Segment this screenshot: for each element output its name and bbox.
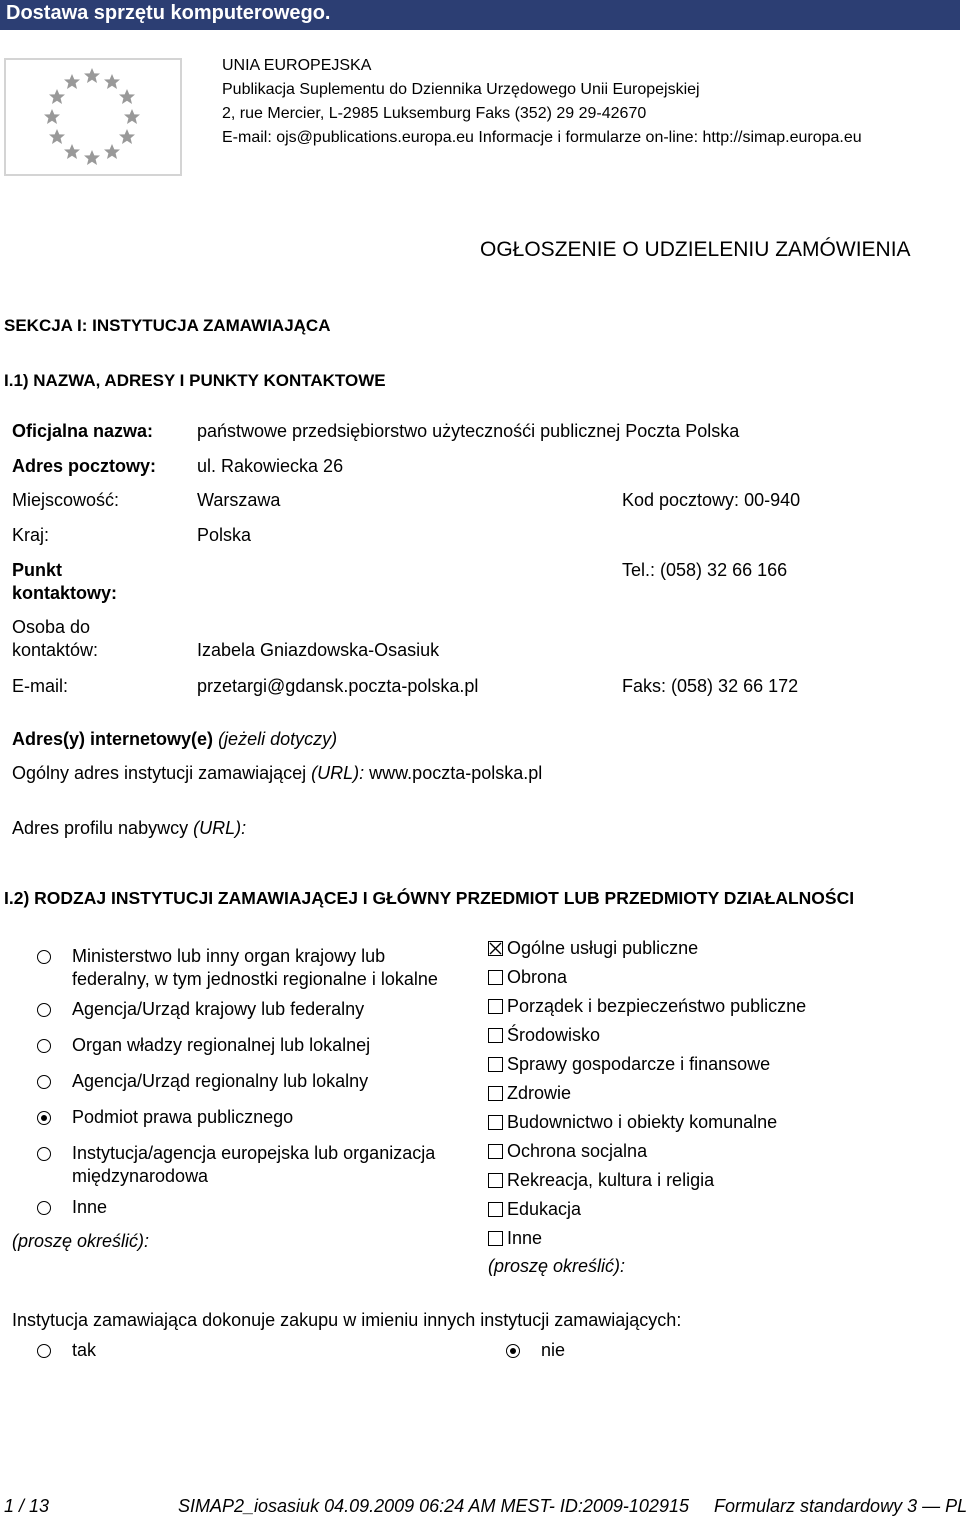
authority-label-5a: Instytucja/agencja europejska lub organizacja: [72, 1143, 436, 1163]
footer-page: 1 / 13: [4, 1496, 50, 1516]
activity-checkbox-6[interactable]: [488, 1115, 503, 1130]
specify-right: (proszę określić):: [488, 1256, 626, 1276]
activity-label-3: Środowisko: [507, 1025, 601, 1045]
header-line-4: E-mail: ojs@publications.europa.eu Informacje i formularze on-line: http://simap.europa.eu: [222, 129, 862, 146]
check-x-icon: [489, 942, 502, 955]
activity-checkbox-4[interactable]: [488, 1057, 503, 1072]
authority-radio-6[interactable]: [37, 1201, 51, 1215]
tel: [622, 560, 787, 581]
official-name-label: Oficjalna nazwa:: [12, 421, 154, 441]
section-1-title: SEKCJA I: INSTYTUCJA ZAMAWIAJĄCA: [4, 316, 331, 335]
on-behalf-yes-label: tak: [72, 1340, 97, 1360]
internet-heading-text: Adres(y) internetowy(e): [12, 729, 214, 749]
authority-radio-5[interactable]: [37, 1147, 51, 1161]
activity-checkbox-8[interactable]: [488, 1173, 503, 1188]
buyer-profile-note: (URL):: [193, 818, 247, 838]
activity-label-9: Edukacja: [507, 1199, 582, 1219]
authority-radio-1[interactable]: [37, 1003, 51, 1017]
person-label-1: Osoba do: [12, 617, 91, 637]
official-name-value: państwowe przedsiębiorstwo użytecznośći publicznej Poczta Polska: [197, 421, 740, 441]
activity-checkbox-3[interactable]: [488, 1028, 503, 1043]
activity-checkbox-10[interactable]: [488, 1231, 503, 1246]
postal-code: [622, 490, 800, 511]
activity-checkbox-9[interactable]: [488, 1202, 503, 1217]
general-url-label: Ogólny adres instytucji zamawiającej: [12, 763, 307, 783]
activity-label-8: Rekreacja, kultura i religia: [507, 1170, 715, 1190]
activity-checkbox-2[interactable]: [488, 999, 503, 1014]
footer-form: [714, 1496, 967, 1517]
authority-radio-3[interactable]: [37, 1075, 51, 1089]
activity-checkbox-0[interactable]: [488, 941, 503, 956]
general-url-row: [12, 763, 542, 784]
person-label-2: kontaktów:: [12, 640, 99, 660]
document-title-bar: [0, 0, 960, 30]
address-label: Adres pocztowy:: [12, 456, 157, 476]
activity-label-0: Ogólne usługi publiczne: [507, 938, 699, 958]
activity-checkbox-7[interactable]: [488, 1144, 503, 1159]
subsection-1-2-title: I.2) RODZAJ INSTYTUCJI ZAMAWIAJĄCEJ I GŁÓWNY PRZEDMIOT LUB PRZEDMIOTY DZIAŁALNOŚCI: [4, 888, 855, 908]
tel-value: (058) 32 66 166: [660, 560, 788, 580]
specify-left: (proszę określić):: [12, 1231, 150, 1251]
country-value: Polska: [197, 525, 252, 545]
authority-radio-4[interactable]: [37, 1111, 51, 1125]
buyer-profile-label: Adres profilu nabywcy: [12, 818, 189, 838]
document-title: Dostawa sprzętu komputerowego.: [6, 2, 331, 24]
activity-label-7: Ochrona socjalna: [507, 1141, 648, 1161]
buyer-profile-row: [12, 818, 246, 839]
internet-heading: [12, 729, 337, 750]
authority-label-2: Organ władzy regionalnej lub lokalnej: [72, 1035, 371, 1055]
on-behalf-no-radio[interactable]: [506, 1344, 520, 1358]
header-line-1: UNIA EUROPEJSKA: [222, 57, 372, 74]
footer-meta: SIMAP2_iosasiuk 04.09.2009 06:24 AM MEST- ID:2009-102915: [178, 1496, 689, 1516]
activity-label-1: Obrona: [507, 967, 568, 987]
contact-point-label-2: kontaktowy:: [12, 583, 118, 603]
on-behalf-yes-radio[interactable]: [37, 1344, 51, 1358]
authority-label-0a: Ministerstwo lub inny organ krajowy lub: [72, 946, 386, 966]
fax: [622, 676, 798, 697]
subsection-1-1-title: I.1) NAZWA, ADRESY I PUNKTY KONTAKTOWE: [4, 371, 386, 390]
fax-value: (058) 32 66 172: [671, 676, 799, 696]
internet-heading-note: (jeżeli dotyczy): [218, 729, 338, 749]
email-label: E-mail:: [12, 676, 69, 696]
contact-point-label-1: Punkt: [12, 560, 63, 580]
authority-label-1: Agencja/Urząd krajowy lub federalny: [72, 999, 365, 1019]
authority-label-4: Podmiot prawa publicznego: [72, 1107, 294, 1127]
activity-label-6: Budownictwo i obiekty komunalne: [507, 1112, 778, 1132]
activity-checkbox-1[interactable]: [488, 970, 503, 985]
header-line-2: Publikacja Suplementu do Dziennika Urzędowego Unii Europejskiej: [222, 81, 700, 98]
footer-form-name: Formularz standardowy 3: [714, 1496, 918, 1516]
authority-label-5b: międzynarodowa: [72, 1166, 209, 1186]
city-label: Miejscowość:: [12, 490, 120, 510]
postal-value: 00-940: [744, 490, 801, 510]
authority-label-3: Agencja/Urząd regionalny lub lokalny: [72, 1071, 369, 1091]
authority-label-6: Inne: [72, 1197, 108, 1217]
email-value[interactable]: przetargi@gdansk.poczta-polska.pl: [197, 676, 479, 696]
postal-label: Kod pocztowy:: [622, 490, 740, 510]
activity-label-10: Inne: [507, 1228, 543, 1248]
activity-label-4: Sprawy gospodarcze i finansowe: [507, 1054, 771, 1074]
authority-radio-0[interactable]: [37, 950, 51, 964]
eu-stars-icon: [6, 60, 180, 174]
header-line-3: 2, rue Mercier, L-2985 Luksemburg Faks (352) 29 29-42670: [222, 105, 647, 122]
activity-label-2: Porządek i bezpieczeństwo publiczne: [507, 996, 807, 1016]
fax-label: Faks:: [622, 676, 667, 696]
eu-logo: [4, 58, 182, 176]
notice-title: OGŁOSZENIE O UDZIELENIU ZAMÓWIENIA: [480, 238, 911, 261]
authority-label-0b: federalny, w tym jednostki regionalne i lokalne: [72, 969, 438, 989]
authority-radio-2[interactable]: [37, 1039, 51, 1053]
activity-checkbox-5[interactable]: [488, 1086, 503, 1101]
general-url-value[interactable]: www.poczta-polska.pl: [369, 763, 543, 783]
activity-label-5: Zdrowie: [507, 1083, 572, 1103]
tel-label: Tel.:: [622, 560, 656, 580]
country-label: Kraj:: [12, 525, 50, 545]
footer-lang: PL: [945, 1496, 967, 1516]
person-value: Izabela Gniazdowska-Osasiuk: [197, 640, 440, 660]
footer-lang-sep: —: [922, 1496, 941, 1516]
general-url-note: (URL):: [311, 763, 365, 783]
on-behalf-no-label: nie: [541, 1340, 566, 1360]
on-behalf-question: Instytucja zamawiająca dokonuje zakupu w imieniu innych instytucji zamawiających:: [12, 1310, 682, 1330]
city-value: Warszawa: [197, 490, 281, 510]
address-value: ul. Rakowiecka 26: [197, 456, 344, 476]
